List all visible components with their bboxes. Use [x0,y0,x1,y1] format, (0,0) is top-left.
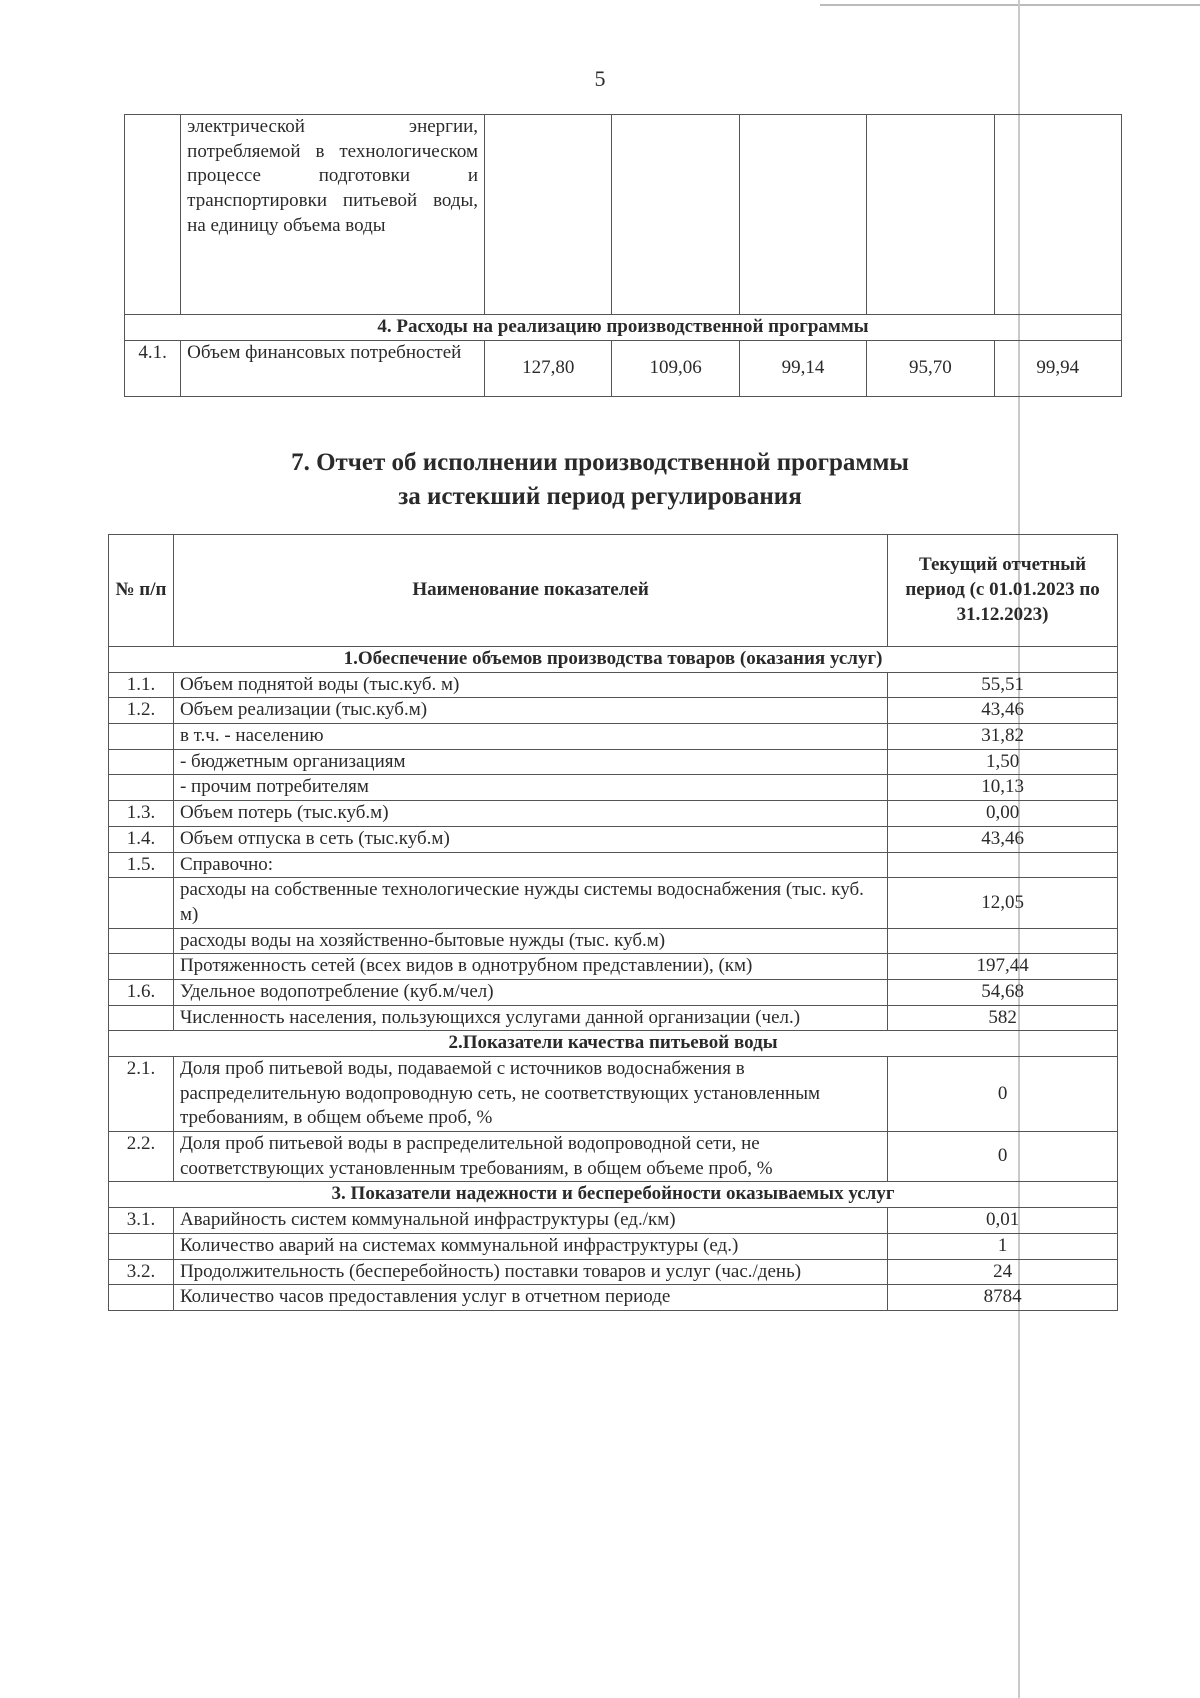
header-name: Наименование показателей [173,535,887,647]
value-cell: 99,14 [739,340,866,396]
scan-edge-line [820,4,1200,6]
row-number: 1.2. [109,698,174,724]
row-name: Продолжительность (бесперебойность) поставки товаров и услуг (час./день) [173,1259,887,1285]
table-row [109,1005,1118,1031]
table-row [125,115,1122,315]
row-name: Численность населения, пользующихся услугами данной организации (чел.) [173,1005,887,1031]
row-value: 43,46 [888,698,1118,724]
table-row [125,340,1122,396]
section-title-3: 3. Показатели надежности и бесперебойности оказываемых услуг [109,1182,1118,1208]
row-value: 1 [888,1233,1118,1259]
row-value: 55,51 [888,672,1118,698]
table-row [109,1208,1118,1234]
row-value: 12,05 [888,878,1118,928]
table-row [109,1132,1118,1182]
row-name: Протяженность сетей (всех видов в однотрубном представлении), (км) [173,954,887,980]
table-row [109,954,1118,980]
table-row [109,826,1118,852]
header-num: № п/п [109,535,174,647]
row-number: 2.2. [109,1132,174,1182]
row-value [888,928,1118,954]
continued-table [124,114,1122,397]
report-title-line1: 7. Отчет об исполнении производственной программы [291,449,909,476]
row-number: 1.5. [109,852,174,878]
row-value: 43,46 [888,826,1118,852]
table-row [109,1057,1118,1132]
row-number [109,724,174,750]
row-value: 0,00 [888,801,1118,827]
table-cell [125,115,181,315]
row-name: Объем реализации (тыс.куб.м) [173,698,887,724]
row-name: Объем поднятой воды (тыс.куб. м) [173,672,887,698]
section-title-4: 4. Расходы на реализацию производственной программы [125,315,1122,341]
row-name: Количество аварий на системах коммунальной инфраструктуры (ед.) [173,1233,887,1259]
row-number: 1.1. [109,672,174,698]
value-cell: 95,70 [867,340,994,396]
table-row [109,1285,1118,1311]
report-title [0,446,1200,514]
page-number: 5 [594,66,606,91]
table-row [109,1259,1118,1285]
row-name: Объем финансовых потребностей [181,340,485,396]
section-row [109,1031,1118,1057]
table-row [109,878,1118,928]
row-number: 3.2. [109,1259,174,1285]
row-number [109,878,174,928]
report-title-line2: за истекший период регулирования [398,482,802,510]
row-name: Объем отпуска в сеть (тыс.куб.м) [173,826,887,852]
section-title-2: 2.Показатели качества питьевой воды [109,1031,1118,1057]
row-name: Количество часов предоставления услуг в отчетном периоде [173,1285,887,1311]
table-row [109,928,1118,954]
table-row [109,672,1118,698]
continued-text: электрической энергии, потребляемой в технологическом процессе подготовки и транспортировки питьевой воды, на единицу объема воды [181,115,485,315]
row-value: 0,01 [888,1208,1118,1234]
table-cell [867,115,994,315]
section-row [125,315,1122,341]
row-name: Справочно: [173,852,887,878]
row-name: - бюджетным организациям [173,749,887,775]
row-number [109,1005,174,1031]
value-cell: 127,80 [485,340,612,396]
table-row [109,698,1118,724]
row-number: 3.1. [109,1208,174,1234]
section-row [109,1182,1118,1208]
row-name: Доля проб питьевой воды, подаваемой с источников водоснабжения в распределительную водопроводную сеть, не соответствующих установленным требованиям, в общем объеме проб, % [173,1057,887,1132]
section-row [109,647,1118,673]
report-table [108,534,1118,1311]
table-cell [994,115,1121,315]
table-cell [612,115,739,315]
table-row [109,801,1118,827]
table-row [109,1233,1118,1259]
row-number [109,928,174,954]
row-number: 1.3. [109,801,174,827]
row-value: 1,50 [888,749,1118,775]
row-name: Аварийность систем коммунальной инфраструктуры (ед./км) [173,1208,887,1234]
row-value: 582 [888,1005,1118,1031]
row-value: 8784 [888,1285,1118,1311]
table-row [109,749,1118,775]
row-number: 1.4. [109,826,174,852]
table-cell [739,115,866,315]
row-name: расходы воды на хозяйственно-бытовые нужды (тыс. куб.м) [173,928,887,954]
row-number [109,775,174,801]
header-row [109,535,1118,647]
row-number [109,954,174,980]
row-name: в т.ч. - населению [173,724,887,750]
table-cell [485,115,612,315]
row-number [109,749,174,775]
table-row [109,979,1118,1005]
row-value: 54,68 [888,979,1118,1005]
row-number [109,1233,174,1259]
row-name: расходы на собственные технологические нужды системы водоснабжения (тыс. куб. м) [173,878,887,928]
row-number [109,1285,174,1311]
row-value [888,852,1118,878]
row-name: - прочим потребителям [173,775,887,801]
table-row [109,775,1118,801]
section-title-1: 1.Обеспечение объемов производства товаров (оказания услуг) [109,647,1118,673]
row-value: 10,13 [888,775,1118,801]
row-value: 0 [888,1057,1118,1132]
row-name: Удельное водопотребление (куб.м/чел) [173,979,887,1005]
table-row [109,852,1118,878]
value-cell: 109,06 [612,340,739,396]
value-cell: 99,94 [994,340,1121,396]
header-period: Текущий отчетный период (с 01.01.2023 по 31.12.2023) [888,535,1118,647]
row-value: 31,82 [888,724,1118,750]
row-name: Объем потерь (тыс.куб.м) [173,801,887,827]
row-number: 4.1. [125,340,181,396]
table-row [109,724,1118,750]
row-value: 197,44 [888,954,1118,980]
row-number: 1.6. [109,979,174,1005]
row-number: 2.1. [109,1057,174,1132]
row-value: 24 [888,1259,1118,1285]
row-value: 0 [888,1132,1118,1182]
row-name: Доля проб питьевой воды в распределительной водопроводной сети, не соответствующих установленным требованиям, в общем объеме проб, % [173,1132,887,1182]
